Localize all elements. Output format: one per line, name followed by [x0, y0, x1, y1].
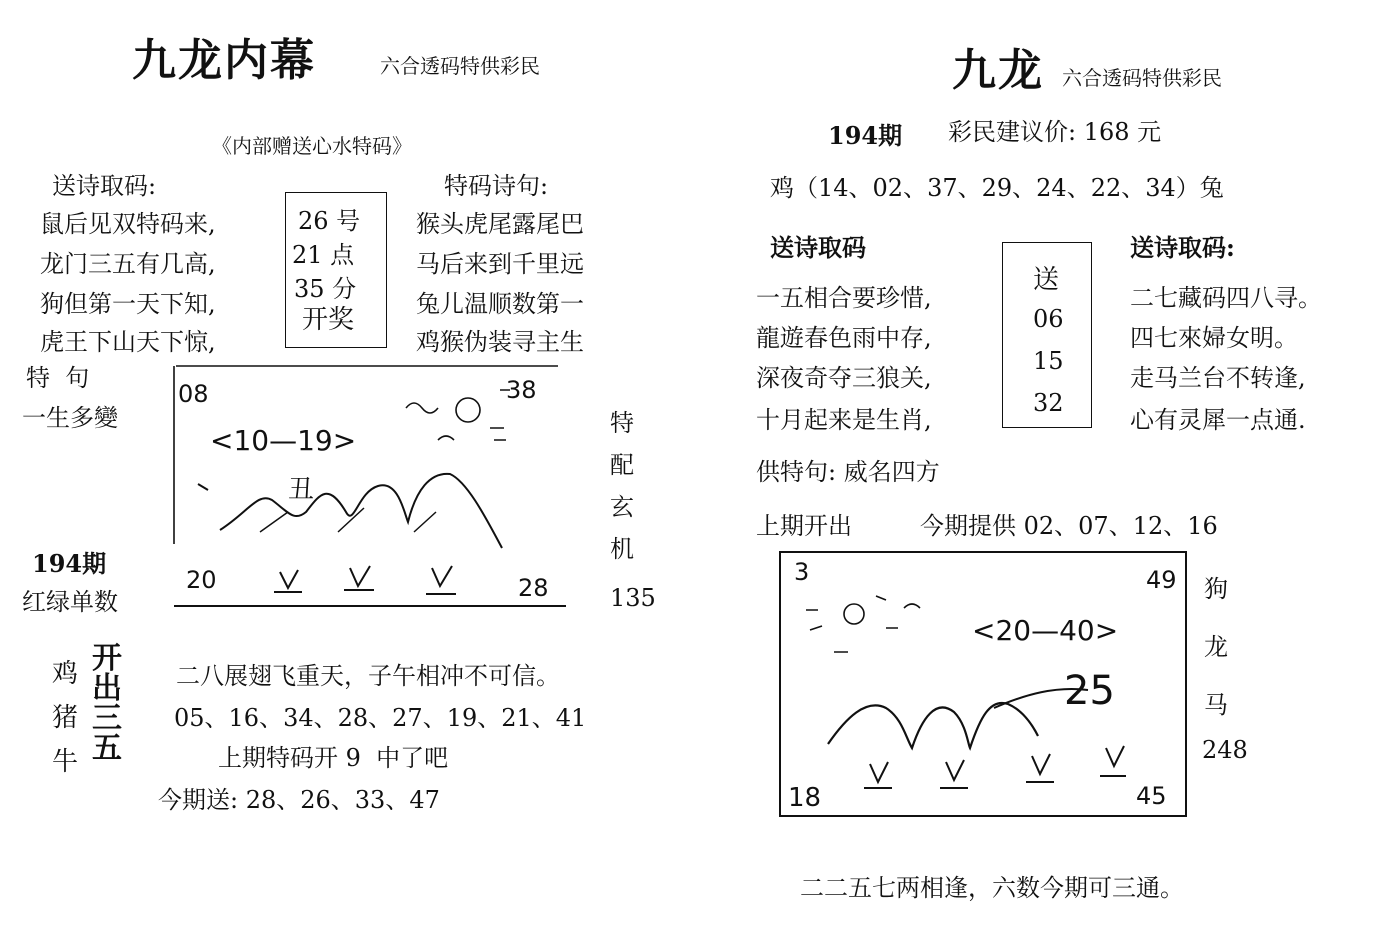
open-column: [92, 641, 122, 766]
right-poem-right-4: 心有灵犀一点通.: [1130, 406, 1306, 434]
left-subtitle: 六合透码特供彩民: [380, 54, 540, 78]
special-poem-label: 特码诗句:: [444, 172, 549, 200]
left-title: 九龙内幕: [132, 35, 316, 86]
right-chart-side-3: 马: [1204, 691, 1228, 719]
open-col-2: 出: [92, 671, 122, 706]
special-poem-line-2: 马后来到千里远: [416, 250, 584, 278]
right-sketch-range: <20—40>: [972, 614, 1119, 647]
right-send-box-label: 送: [1033, 265, 1060, 295]
left-sketch-num-top-left: 08: [178, 380, 209, 408]
right-price: 彩民建议价: 168 元: [948, 118, 1162, 146]
right-send-box-num-2: 15: [1033, 347, 1064, 375]
left-chart-side: [610, 402, 634, 570]
left-issue-desc: 红绿单数: [22, 588, 118, 616]
open-col-4: 五: [92, 731, 122, 766]
right-title: 九龙: [952, 45, 1044, 96]
right-send-box-num-3: 32: [1033, 389, 1064, 417]
zodiac-3: 牛: [52, 747, 79, 777]
right-sketch-mid-number: 25: [1064, 668, 1115, 714]
left-sketch-num-bottom-right: 28: [518, 574, 549, 602]
draw-time-open: 开奖: [302, 305, 355, 335]
right-sketch-num-bottom-right: 45: [1136, 782, 1167, 810]
right-sketch: [776, 548, 1196, 824]
left-issue: 194期: [32, 549, 107, 578]
right-poem-right-1: 二七藏码四八寻。: [1130, 284, 1322, 312]
left-send-line: 今期送: 28、26、33、47: [158, 786, 440, 814]
special-poem-line-1: 猴头虎尾露尾巴: [416, 210, 584, 238]
right-last-open: 上期开出: [756, 512, 852, 540]
right-sketch-arrows: [864, 746, 1126, 788]
left-sketch-num-bottom-left: 20: [186, 566, 217, 594]
right-sketch-num-top-left: 3: [794, 558, 810, 586]
zodiac-2: 猪: [52, 703, 79, 733]
left-sketch-zodiac: 丑: [288, 475, 315, 505]
right-offer-line: 今期提供 02、07、12、16: [920, 512, 1218, 540]
right-special-phrase: 供特句: 威名四方: [756, 458, 940, 486]
zodiac-list: [52, 652, 78, 784]
left-verse: 二八展翅飞重天，子午相冲不可信。: [176, 662, 560, 690]
left-poem-line-4: 虎王下山天下惊,: [40, 328, 216, 356]
draw-time-minute: 35 分: [294, 275, 357, 303]
left-gift-line: 《内部赠送心水特码》: [212, 134, 412, 158]
right-sketch-num-top-right: 49: [1146, 566, 1177, 594]
right-chart-side: [1204, 560, 1228, 734]
left-chart-side-3: 玄: [610, 493, 634, 521]
draw-time-box: [285, 192, 387, 348]
left-last-issue-line: 上期特码开 9 中了吧: [218, 744, 449, 772]
right-chart-side-1: 狗: [1204, 575, 1228, 603]
right-poem-label-right: 送诗取码:: [1130, 233, 1235, 262]
left-poem-line-2: 龙门三五有几高,: [40, 250, 216, 278]
left-chart-side-number: 135: [610, 584, 656, 612]
right-range-line: 鸡（14、02、37、29、24、22、34）兔: [770, 174, 1224, 202]
right-subtitle: 六合透码特供彩民: [1062, 66, 1222, 90]
left-sketch-range: <10—19>: [210, 424, 357, 457]
left-numbers-line: 05、16、34、28、27、19、21、41: [174, 704, 587, 732]
open-col-3: 三: [92, 701, 122, 736]
right-poem-label-left: 送诗取码: [770, 233, 866, 262]
zodiac-1: 鸡: [52, 659, 79, 689]
right-poem-left-3: 深夜奇夺三狼关,: [756, 364, 932, 392]
right-send-box: [1002, 242, 1092, 428]
left-chart-side-2: 配: [610, 451, 634, 479]
left-chart-side-1: 特: [610, 409, 634, 437]
right-chart-side-number: 248: [1202, 736, 1248, 764]
right-poem-right-2: 四七來婦女明。: [1130, 324, 1298, 352]
special-poem-line-3: 兔儿温顺数第一: [416, 290, 584, 318]
special-phrase: 一生多變: [22, 404, 118, 432]
right-send-box-num-1: 06: [1033, 305, 1064, 333]
right-poem-left-2: 龍遊春色雨中存,: [756, 324, 932, 352]
right-chart-side-2: 龙: [1204, 633, 1228, 661]
special-poem-line-4: 鸡猴伪装寻主生: [416, 328, 584, 356]
draw-time-day: 26 号: [298, 207, 361, 235]
left-chart-side-4: 机: [610, 535, 634, 563]
left-sketch-num-top-right: 38: [506, 376, 537, 404]
special-phrase-label: 特 句: [26, 364, 90, 392]
right-poem-left-1: 一五相合要珍惜,: [756, 284, 932, 312]
left-sketch-arrows: [274, 566, 456, 594]
right-footer: 二二五七两相逢，六数今期可三通。: [800, 874, 1184, 902]
draw-time-hour: 21 点: [292, 241, 355, 269]
right-sketch-num-bottom-left: 18: [788, 783, 822, 813]
right-poem-right-3: 走马兰台不转逢,: [1130, 364, 1306, 392]
left-sketch: [168, 362, 584, 612]
left-poem-label: 送诗取码:: [52, 172, 157, 200]
left-poem-line-1: 鼠后见双特码来,: [40, 210, 216, 238]
left-poem-line-3: 狗但第一天下知,: [40, 290, 216, 318]
right-poem-left-4: 十月起来是生肖,: [756, 406, 932, 434]
open-col-1: 开: [92, 641, 122, 676]
right-issue: 194期: [828, 121, 903, 150]
